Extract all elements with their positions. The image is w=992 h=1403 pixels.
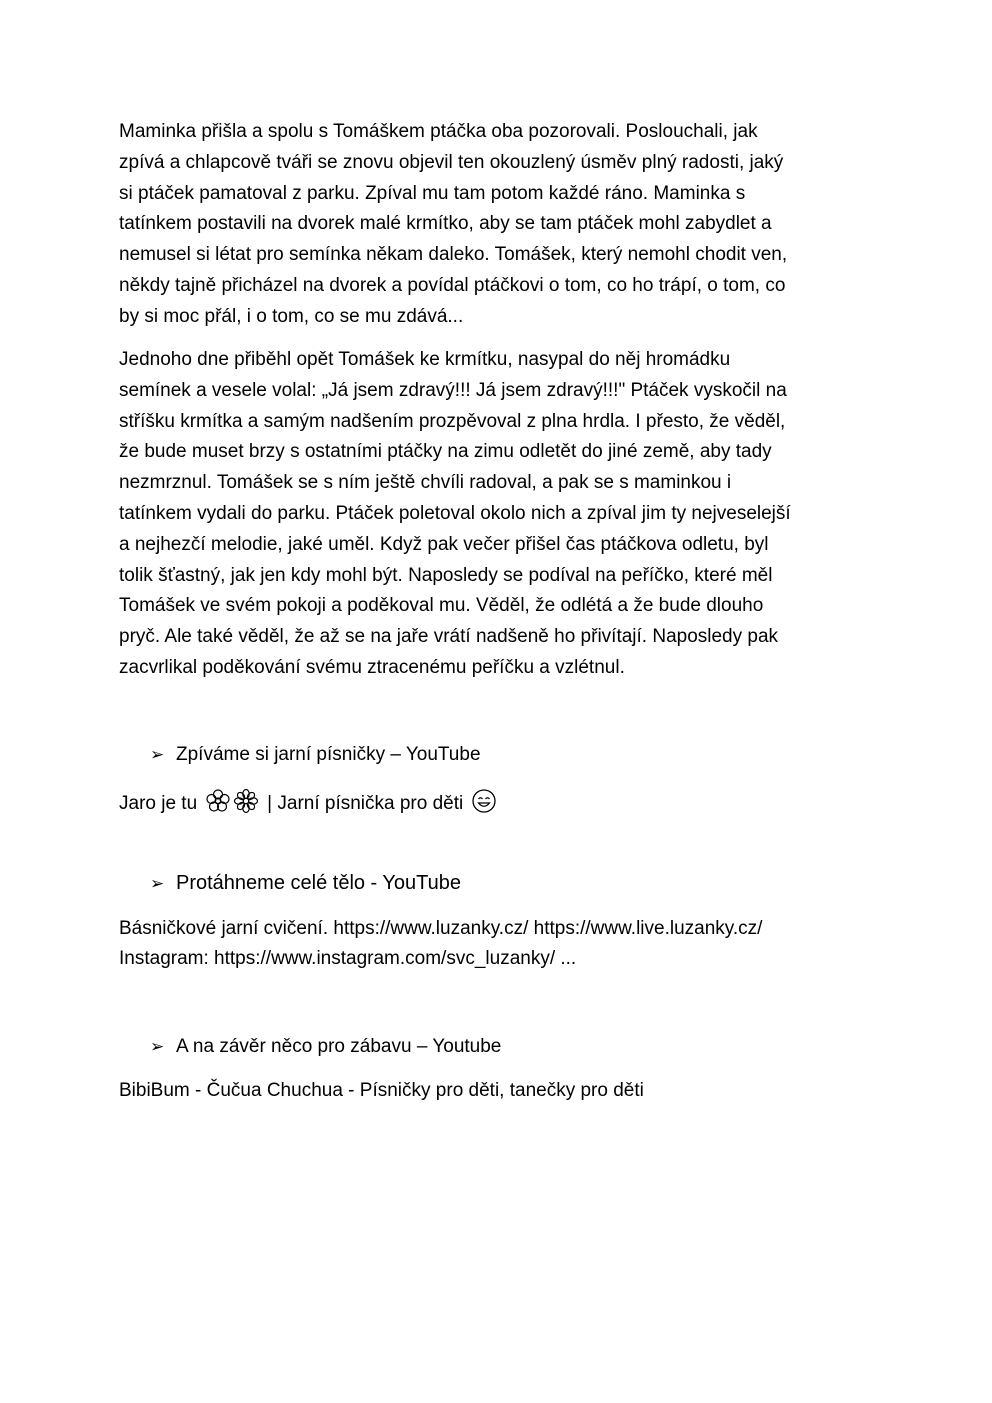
description-line: Instagram: https://www.instagram.com/svc_luzanky/ ...: [119, 948, 577, 969]
heading-link-stretching[interactable]: Protáhneme celé tělo - YouTube: [176, 872, 462, 894]
paragraph-line: tatínkem vydali do parku. Ptáček poletoval okolo nich a zpíval jim ty nejveselejší: [119, 502, 791, 524]
paragraph-line: Tomášek ve svém pokoji a poděkoval mu. Věděl, že odlétá a že bude dlouho: [119, 595, 764, 617]
heading-link-fun[interactable]: A na závěr něco pro zábavu – Youtube: [176, 1036, 502, 1057]
heading-link-songs[interactable]: Zpíváme si jarní písničky – YouTube: [176, 744, 481, 765]
paragraph-line: tolik šťastný, jak jen kdy mohl být. Naposledy se podíval na peříčko, které měl: [119, 564, 773, 586]
story-paragraph-1: [119, 117, 889, 333]
arrow-bullet-icon: ➢: [150, 1037, 165, 1056]
arrow-bullet-icon: ➢: [150, 745, 165, 764]
paragraph-line: a nejhezčí melodie, jaké uměl. Když pak večer přišel čas ptáčkova odletu, byl: [119, 533, 769, 555]
video-link-bibibum[interactable]: [119, 1080, 644, 1102]
paragraph-line: Jednoho dne přiběhl opět Tomášek ke krmítku, nasypal do něj hromádku: [119, 349, 731, 370]
paragraph-line: stříšku krmítka a samým nadšením prozpěvoval z plna hrdla. I přesto, že věděl,: [119, 410, 786, 432]
link-text-start: Jaro je tu: [119, 793, 198, 814]
paragraph-line: tatínkem postavili na dvorek malé krmítko, aby se tam ptáček mohl zabydlet a: [119, 213, 772, 235]
flower-outline-icon: [205, 788, 231, 820]
description-line: Básničkové jarní cvičení. https://www.luzanky.cz/ https://www.live.luzanky.cz/: [119, 918, 763, 939]
paragraph-line: nemusel si létat pro semínka někam daleko. Tomášek, který nemohl chodit ven,: [119, 244, 788, 266]
paragraph-line: že bude muset brzy s ostatními ptáčky na zimu odletět do jiné země, aby tady: [119, 441, 772, 463]
paragraph-line: si ptáček pamatoval z parku. Zpíval mu tam potom každé ráno. Maminka s: [119, 182, 746, 204]
paragraph-line: zpívá a chlapcově tváři se znovu objevil ten okouzlený úsměv plný radosti, jaký: [119, 151, 784, 173]
video-link-jaro-je-tu[interactable]: [119, 788, 497, 820]
paragraph-line: semínek a vesele volal: „Já jsem zdravý!!! Já jsem zdravý!!!" Ptáček vyskočil na: [119, 379, 787, 401]
paragraph-line: pryč. Ale také věděl, že až se na jaře vrátí nadšeně ho přivítají. Naposledy pak: [119, 626, 779, 648]
paragraph-line: zacvrlikal poděkování svému ztracenému peříčku a vzlétnul.: [119, 656, 625, 678]
paragraph-line: nezmrznul. Tomášek se s ním ještě chvíli radoval, a pak se s maminkou i: [119, 472, 732, 494]
video-description-stretching[interactable]: [119, 914, 762, 974]
paragraph-line: někdy tajně přicházel na dvorek a povídal ptáčkovi o tom, co ho trápí, o tom, co: [119, 274, 786, 296]
story-paragraph-2: [119, 345, 889, 684]
paragraph-line: Maminka přišla a spolu s Tomáškem ptáčka oba pozorovali. Poslouchali, jak: [119, 121, 758, 142]
paragraph-line: by si moc přál, i o tom, co se mu zdává...: [119, 305, 464, 327]
link-text: BibiBum - Čučua Chuchua - Písničky pro děti, tanečky pro děti: [119, 1080, 644, 1101]
section-heading-fun[interactable]: [150, 1036, 501, 1058]
arrow-bullet-icon: ➢: [150, 873, 165, 893]
link-text-end: | Jarní písnička pro děti: [267, 793, 464, 814]
section-heading-stretching[interactable]: [150, 872, 461, 895]
smiling-face-icon: [471, 788, 497, 820]
blossom-icon: [233, 788, 259, 820]
section-heading-songs[interactable]: [150, 744, 481, 766]
